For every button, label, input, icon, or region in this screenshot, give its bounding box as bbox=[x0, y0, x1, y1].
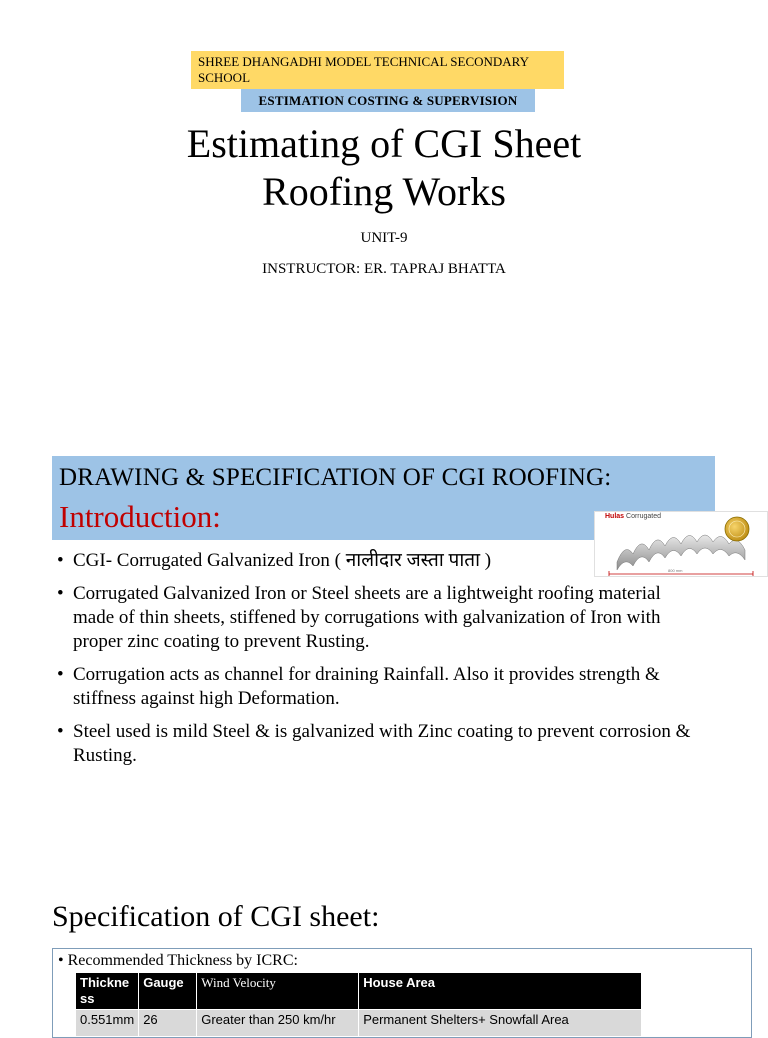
table-cell: Greater than 250 km/hr bbox=[197, 1010, 359, 1037]
introduction-list bbox=[57, 549, 697, 777]
specification-bullet: • Recommended Thickness by ICRC: bbox=[58, 952, 298, 969]
specification-bullet-text: Recommended Thickness by ICRC: bbox=[67, 952, 298, 969]
header-thickness: Thickne ss bbox=[76, 973, 139, 1010]
school-name: SHREE DHANGADHI MODEL TECHNICAL SECONDARY SCHOOL bbox=[198, 54, 529, 85]
school-name-box bbox=[191, 51, 564, 89]
product-name: Corrugated bbox=[626, 513, 662, 520]
subject-label: ESTIMATION COSTING & SUPERVISION bbox=[258, 93, 518, 108]
list-item: • Steel used is mild Steel & is galvanized with Zinc coating to prevent corrosion & Rusting. bbox=[57, 720, 697, 768]
instructor-label: INSTRUCTOR: ER. TAPRAJ BHATTA bbox=[262, 261, 506, 277]
thickness-table bbox=[75, 972, 642, 1037]
header-wind-velocity: Wind Velocity bbox=[197, 973, 359, 1010]
title-line-1: Estimating of CGI Sheet bbox=[186, 121, 582, 166]
list-item: • CGI- Corrugated Galvanized Iron ( नालीदार जस्ता पाता ) bbox=[57, 549, 697, 573]
presentation-title bbox=[84, 120, 684, 216]
subject-box bbox=[241, 89, 535, 112]
image-brand-caption bbox=[605, 513, 661, 520]
header-gauge: Gauge bbox=[139, 973, 197, 1010]
dimension-label: 800 mm bbox=[668, 568, 683, 573]
header-house-area: House Area bbox=[359, 973, 642, 1010]
introduction-heading: Introduction: bbox=[59, 499, 221, 534]
section-heading: DRAWING & SPECIFICATION OF CGI ROOFING: bbox=[59, 464, 612, 491]
specification-heading: Specification of CGI sheet: bbox=[52, 900, 380, 933]
unit-label: UNIT-9 bbox=[360, 230, 408, 246]
table-header-row bbox=[76, 973, 642, 1010]
table-cell: 26 bbox=[139, 1010, 197, 1037]
list-item: • Corrugated Galvanized Iron or Steel sheets are a lightweight roofing material made of thin sheets, stiffened by corrugations with galvanization of Iron with proper zinc coating to prevent Rusting. bbox=[57, 582, 697, 654]
brand-name: Hulas bbox=[605, 513, 625, 520]
table-cell: 0.551mm bbox=[76, 1010, 139, 1037]
table-cell: Permanent Shelters+ Snowfall Area bbox=[359, 1010, 642, 1037]
title-line-2: Roofing Works bbox=[262, 169, 506, 214]
list-item: • Corrugation acts as channel for draining Rainfall. Also it provides strength & stiffness against high Deformation. bbox=[57, 663, 697, 711]
table-row bbox=[76, 1010, 642, 1037]
